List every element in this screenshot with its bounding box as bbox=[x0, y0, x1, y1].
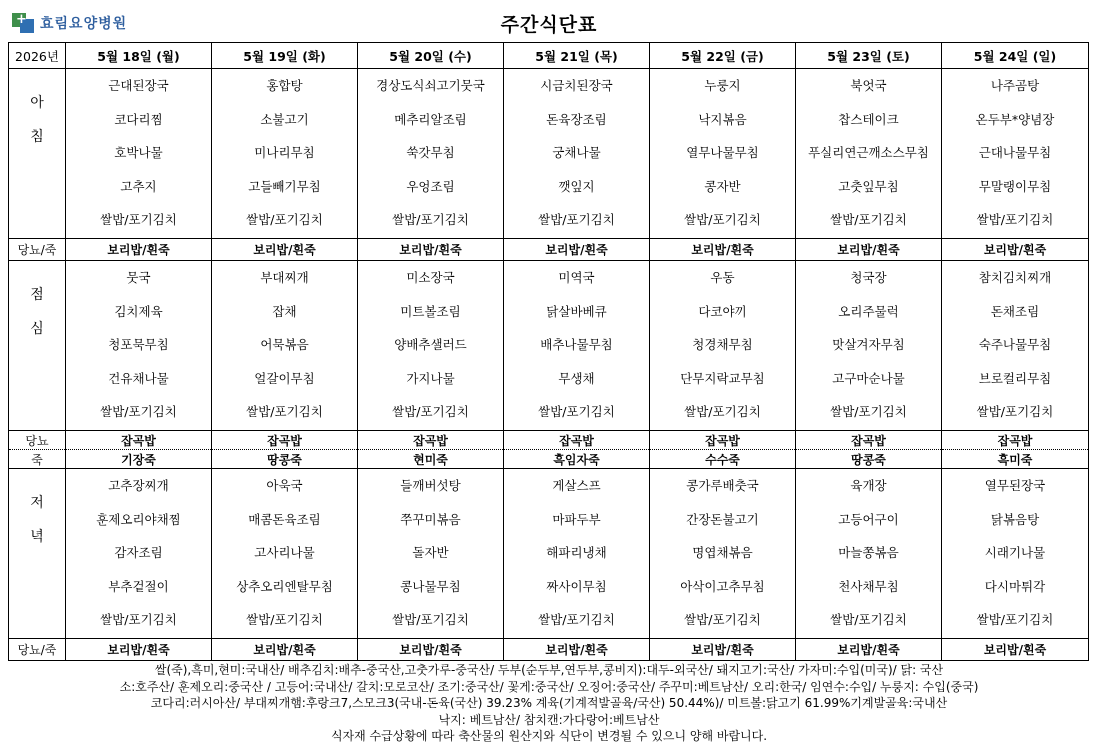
menu-item: 낙지볶음 bbox=[698, 111, 747, 127]
special-menu-cell: 보리밥/흰죽 bbox=[650, 639, 796, 661]
menu-item: 쌀밥/포기김치 bbox=[538, 404, 615, 420]
menu-item: 짜사이무침 bbox=[546, 578, 607, 594]
menu-item: 궁채나물 bbox=[552, 145, 601, 161]
menu-item: 간장돈불고기 bbox=[686, 511, 759, 527]
menu-cell bbox=[66, 69, 212, 239]
special-menu-cell: 보리밥/흰죽 bbox=[212, 239, 358, 261]
special-menu-cell: 잡곡밥 bbox=[942, 431, 1089, 450]
menu-cell bbox=[796, 261, 942, 431]
special-menu-cell: 보리밥/흰죽 bbox=[212, 639, 358, 661]
menu-item: 시금치된장국 bbox=[540, 78, 613, 93]
lunch-porridge-row bbox=[9, 450, 1089, 469]
menu-item: 쌀밥/포기김치 bbox=[246, 404, 323, 420]
menu-item: 쌀밥/포기김치 bbox=[100, 404, 177, 420]
menu-item: 맛살겨자무침 bbox=[832, 337, 905, 353]
menu-item: 김치제육 bbox=[114, 303, 163, 319]
meal-label-char: 녁 bbox=[30, 529, 44, 545]
day-header: 5월 24일 (일) bbox=[942, 43, 1089, 69]
special-menu-cell: 현미죽 bbox=[358, 450, 504, 469]
meal-label-char: 점 bbox=[30, 287, 44, 303]
footer-line: 쌀(죽),흑미,현미:국내산/ 배추김치:배추-중국산,고춧가루-중국산/ 두부(순두부,연두부,콩비지):대두-외국산/ 돼지고기:국산/ 가자미:수입(미국)/ 닭: 국산 bbox=[154, 663, 944, 677]
menu-item: 쌀밥/포기김치 bbox=[246, 212, 323, 228]
menu-item: 미트볼조림 bbox=[400, 303, 461, 319]
menu-item: 호박나물 bbox=[114, 145, 163, 161]
day-header: 5월 18일 (월) bbox=[66, 43, 212, 69]
menu-item: 감자조림 bbox=[114, 545, 163, 561]
menu-item: 쌀밥/포기김치 bbox=[100, 612, 177, 628]
menu-item: 상추오리엔탈무침 bbox=[236, 578, 333, 594]
menu-item: 근대된장국 bbox=[108, 78, 169, 93]
special-label: 당뇨/죽 bbox=[9, 639, 66, 661]
menu-cell bbox=[796, 69, 942, 239]
menu-cell bbox=[504, 469, 650, 639]
special-menu-cell: 보리밥/흰죽 bbox=[66, 239, 212, 261]
special-menu-cell: 잡곡밥 bbox=[358, 431, 504, 450]
menu-item: 마늘쫑볶음 bbox=[838, 545, 899, 561]
breakfast-special-row bbox=[9, 239, 1089, 261]
day-header: 5월 21일 (목) bbox=[504, 43, 650, 69]
menu-item: 해파리냉채 bbox=[546, 545, 607, 561]
special-label: 당뇨/죽 bbox=[9, 239, 66, 261]
menu-item: 미소장국 bbox=[406, 270, 455, 285]
menu-item: 돌자반 bbox=[412, 545, 449, 561]
menu-item: 열무나물무침 bbox=[686, 145, 759, 161]
menu-item: 고등어구이 bbox=[838, 511, 899, 527]
menu-item: 코다리찜 bbox=[114, 111, 163, 127]
menu-item: 고추장찌개 bbox=[108, 478, 169, 493]
menu-item: 부추겉절이 bbox=[108, 578, 169, 594]
breakfast-label bbox=[9, 69, 66, 239]
menu-item: 아삭이고추무침 bbox=[680, 578, 765, 594]
dinner-special-row bbox=[9, 639, 1089, 661]
menu-item: 메추리알조림 bbox=[394, 111, 467, 127]
menu-item: 콩나물무침 bbox=[400, 578, 461, 594]
menu-item: 쌀밥/포기김치 bbox=[538, 212, 615, 228]
menu-item: 청경채무침 bbox=[692, 337, 753, 353]
menu-item: 소불고기 bbox=[260, 111, 309, 127]
special-menu-cell: 잡곡밥 bbox=[796, 431, 942, 450]
special-menu-cell: 보리밥/흰죽 bbox=[796, 639, 942, 661]
menu-item: 고춧잎무침 bbox=[838, 178, 899, 194]
diabetic-label: 당뇨 bbox=[9, 431, 66, 450]
menu-item: 무생채 bbox=[558, 370, 595, 386]
special-menu-cell: 수수죽 bbox=[650, 450, 796, 469]
menu-item: 쌀밥/포기김치 bbox=[830, 212, 907, 228]
menu-item: 콩자반 bbox=[704, 178, 741, 194]
menu-item: 닭볶음탕 bbox=[990, 511, 1040, 527]
menu-item: 돈육장조림 bbox=[546, 111, 607, 127]
menu-item: 청포묵무침 bbox=[108, 337, 169, 353]
day-header: 5월 23일 (토) bbox=[796, 43, 942, 69]
special-menu-cell: 보리밥/흰죽 bbox=[504, 639, 650, 661]
menu-item: 무말랭이무침 bbox=[978, 178, 1052, 194]
menu-item: 경상도식쇠고기뭇국 bbox=[376, 78, 485, 93]
menu-item: 배추나물무침 bbox=[540, 337, 613, 353]
menu-item: 아욱국 bbox=[266, 478, 303, 493]
day-header: 5월 19일 (화) bbox=[212, 43, 358, 69]
menu-item: 나주곰탕 bbox=[990, 78, 1040, 93]
menu-item: 찹스테이크 bbox=[838, 111, 899, 127]
menu-item: 쌀밥/포기김치 bbox=[538, 612, 615, 628]
special-menu-cell: 잡곡밥 bbox=[504, 431, 650, 450]
menu-item: 북엇국 bbox=[850, 78, 887, 93]
menu-item: 쌀밥/포기김치 bbox=[100, 212, 177, 228]
menu-item: 훈제오리야채찜 bbox=[96, 511, 181, 527]
header bbox=[0, 0, 1098, 42]
menu-item: 명엽채볶음 bbox=[692, 545, 753, 561]
special-menu-cell: 기장죽 bbox=[66, 450, 212, 469]
menu-item: 육개장 bbox=[850, 478, 887, 493]
menu-item: 시래기나물 bbox=[984, 545, 1046, 561]
menu-item: 미역국 bbox=[558, 270, 595, 285]
menu-item: 고들빼기무침 bbox=[248, 178, 321, 194]
menu-item: 쌀밥/포기김치 bbox=[392, 404, 469, 420]
menu-item: 얼갈이무침 bbox=[254, 370, 315, 386]
footer-line: 식자재 수급상황에 따라 축산물의 원산지와 식단이 변경될 수 있으니 양해 바랍니다. bbox=[330, 729, 768, 743]
breakfast-row bbox=[9, 69, 1089, 239]
special-menu-cell: 흑미죽 bbox=[942, 450, 1089, 469]
header-row bbox=[9, 43, 1089, 69]
meal-label-char: 저 bbox=[30, 495, 44, 511]
menu-item: 다시마튀각 bbox=[984, 578, 1046, 594]
menu-item: 잡채 bbox=[272, 303, 297, 319]
special-menu-cell: 땅콩죽 bbox=[212, 450, 358, 469]
menu-item: 쌀밥/포기김치 bbox=[246, 612, 323, 628]
menu-item: 쌀밥/포기김치 bbox=[830, 404, 907, 420]
dinner-label bbox=[9, 469, 66, 639]
menu-item: 쑥갓무침 bbox=[406, 145, 455, 161]
menu-cell bbox=[796, 469, 942, 639]
menu-item: 양배추샐러드 bbox=[394, 337, 467, 353]
menu-item: 숙주나물무침 bbox=[978, 337, 1052, 353]
menu-cell bbox=[66, 469, 212, 639]
menu-cell bbox=[942, 69, 1089, 239]
hospital-name: 효림요양병원 bbox=[40, 16, 128, 32]
menu-item: 쌀밥/포기김치 bbox=[684, 404, 761, 420]
menu-item: 고구마순나물 bbox=[832, 370, 905, 386]
menu-item: 게살스프 bbox=[552, 478, 601, 493]
dinner-row bbox=[9, 469, 1089, 639]
special-menu-cell: 잡곡밥 bbox=[66, 431, 212, 450]
menu-cell bbox=[212, 69, 358, 239]
menu-cell bbox=[358, 469, 504, 639]
footer-line: 낙지: 베트남산/ 참치캔:가다랑어:베트남산 bbox=[438, 712, 660, 727]
porridge-label: 죽 bbox=[9, 450, 66, 469]
menu-item: 쌀밥/포기김치 bbox=[976, 212, 1054, 228]
special-menu-cell: 보리밥/흰죽 bbox=[650, 239, 796, 261]
special-menu-cell: 잡곡밥 bbox=[650, 431, 796, 450]
menu-item: 콩가루배춧국 bbox=[686, 478, 759, 493]
special-menu-cell: 보리밥/흰죽 bbox=[942, 639, 1089, 661]
weekly-menu-table bbox=[8, 42, 1089, 661]
menu-item: 푸실리연근깨소스무침 bbox=[808, 145, 929, 161]
menu-item: 들깨버섯탕 bbox=[400, 478, 461, 493]
menu-item: 누룽지 bbox=[704, 78, 741, 93]
menu-item: 다코야끼 bbox=[698, 303, 747, 319]
menu-item: 단무지락교무침 bbox=[680, 370, 765, 386]
menu-cell bbox=[650, 69, 796, 239]
menu-item: 쌀밥/포기김치 bbox=[976, 404, 1054, 420]
menu-item: 가지나물 bbox=[406, 370, 455, 386]
meal-label-char: 심 bbox=[30, 321, 44, 337]
lunch-row bbox=[9, 261, 1089, 431]
special-menu-cell: 땅콩죽 bbox=[796, 450, 942, 469]
menu-item: 깻잎지 bbox=[558, 178, 595, 194]
menu-item: 닭살바베큐 bbox=[546, 303, 607, 319]
menu-item: 어묵볶음 bbox=[260, 337, 309, 353]
menu-item: 쌀밥/포기김치 bbox=[684, 612, 761, 628]
special-menu-cell: 보리밥/흰죽 bbox=[358, 239, 504, 261]
special-menu-cell: 보리밥/흰죽 bbox=[66, 639, 212, 661]
footer-line: 소:호주산/ 훈제오리:중국산 / 고등어:국내산/ 갈치:모로코산/ 조기:중국산/ 꽃게:중국산/ 오징어:중국산/ 주꾸미:베트남산/ 오리:한국/ 임연수:수입/ 누룽지: 수입(중국) bbox=[119, 679, 979, 694]
menu-item: 고사리나물 bbox=[254, 545, 315, 561]
menu-item: 우엉조림 bbox=[406, 178, 455, 194]
special-menu-cell: 흑임자죽 bbox=[504, 450, 650, 469]
special-menu-cell: 보리밥/흰죽 bbox=[796, 239, 942, 261]
menu-item: 마파두부 bbox=[552, 511, 601, 527]
menu-item: 쌀밥/포기김치 bbox=[392, 612, 469, 628]
menu-item: 쌀밥/포기김치 bbox=[976, 612, 1054, 628]
menu-item: 오리주물럭 bbox=[838, 303, 899, 319]
meal-label-char: 아 bbox=[30, 95, 44, 111]
menu-item: 온두부*양념장 bbox=[975, 111, 1055, 127]
menu-item: 쌀밥/포기김치 bbox=[830, 612, 907, 628]
day-header: 5월 20일 (수) bbox=[358, 43, 504, 69]
year-label: 2026년 bbox=[9, 43, 66, 69]
menu-item: 미나리무침 bbox=[254, 145, 315, 161]
menu-cell bbox=[942, 469, 1089, 639]
menu-cell bbox=[358, 261, 504, 431]
menu-item: 돈채조림 bbox=[990, 303, 1040, 319]
special-menu-cell: 보리밥/흰죽 bbox=[504, 239, 650, 261]
menu-item: 쌀밥/포기김치 bbox=[392, 212, 469, 228]
menu-item: 쌀밥/포기김치 bbox=[684, 212, 761, 228]
origin-notice bbox=[0, 662, 1098, 745]
special-menu-cell: 보리밥/흰죽 bbox=[358, 639, 504, 661]
menu-cell bbox=[504, 261, 650, 431]
menu-item: 근대나물무침 bbox=[978, 145, 1052, 161]
menu-item: 부대찌개 bbox=[260, 270, 309, 285]
page-title: 주간식단표 bbox=[500, 14, 598, 36]
lunch-diabetic-row bbox=[9, 431, 1089, 450]
menu-item: 뭇국 bbox=[126, 270, 151, 285]
menu-item: 브로컬리무침 bbox=[978, 370, 1052, 386]
cross-logo-icon: + bbox=[12, 11, 36, 35]
menu-item: 쭈꾸미볶음 bbox=[400, 511, 461, 527]
footer-line: 코다리:러시아산/ 부대찌개햄:후랑크7,스모크3(국내-돈육(국산) 39.23% 계육(기계적발골육/국산) 50.44%)/ 미트볼:닭고기 61.99%기계발골육:국내산 bbox=[150, 696, 948, 710]
menu-cell bbox=[66, 261, 212, 431]
menu-cell bbox=[504, 69, 650, 239]
lunch-label bbox=[9, 261, 66, 431]
meal-label-char: 침 bbox=[30, 129, 44, 145]
menu-cell bbox=[212, 469, 358, 639]
menu-item: 참치김치찌개 bbox=[978, 270, 1052, 285]
day-header: 5월 22일 (금) bbox=[650, 43, 796, 69]
menu-item: 건유채나물 bbox=[108, 370, 169, 386]
menu-cell bbox=[650, 261, 796, 431]
menu-cell bbox=[942, 261, 1089, 431]
menu-item: 우동 bbox=[710, 270, 735, 285]
menu-item: 청국장 bbox=[850, 270, 887, 285]
menu-cell bbox=[212, 261, 358, 431]
menu-cell bbox=[358, 69, 504, 239]
menu-item: 매콤돈육조림 bbox=[248, 511, 321, 527]
menu-item: 고추지 bbox=[120, 178, 157, 194]
menu-item: 열무된장국 bbox=[984, 478, 1046, 493]
menu-item: 천사채무침 bbox=[838, 578, 899, 594]
special-menu-cell: 보리밥/흰죽 bbox=[942, 239, 1089, 261]
special-menu-cell: 잡곡밥 bbox=[212, 431, 358, 450]
menu-item: 홍합탕 bbox=[266, 78, 303, 93]
menu-cell bbox=[650, 469, 796, 639]
